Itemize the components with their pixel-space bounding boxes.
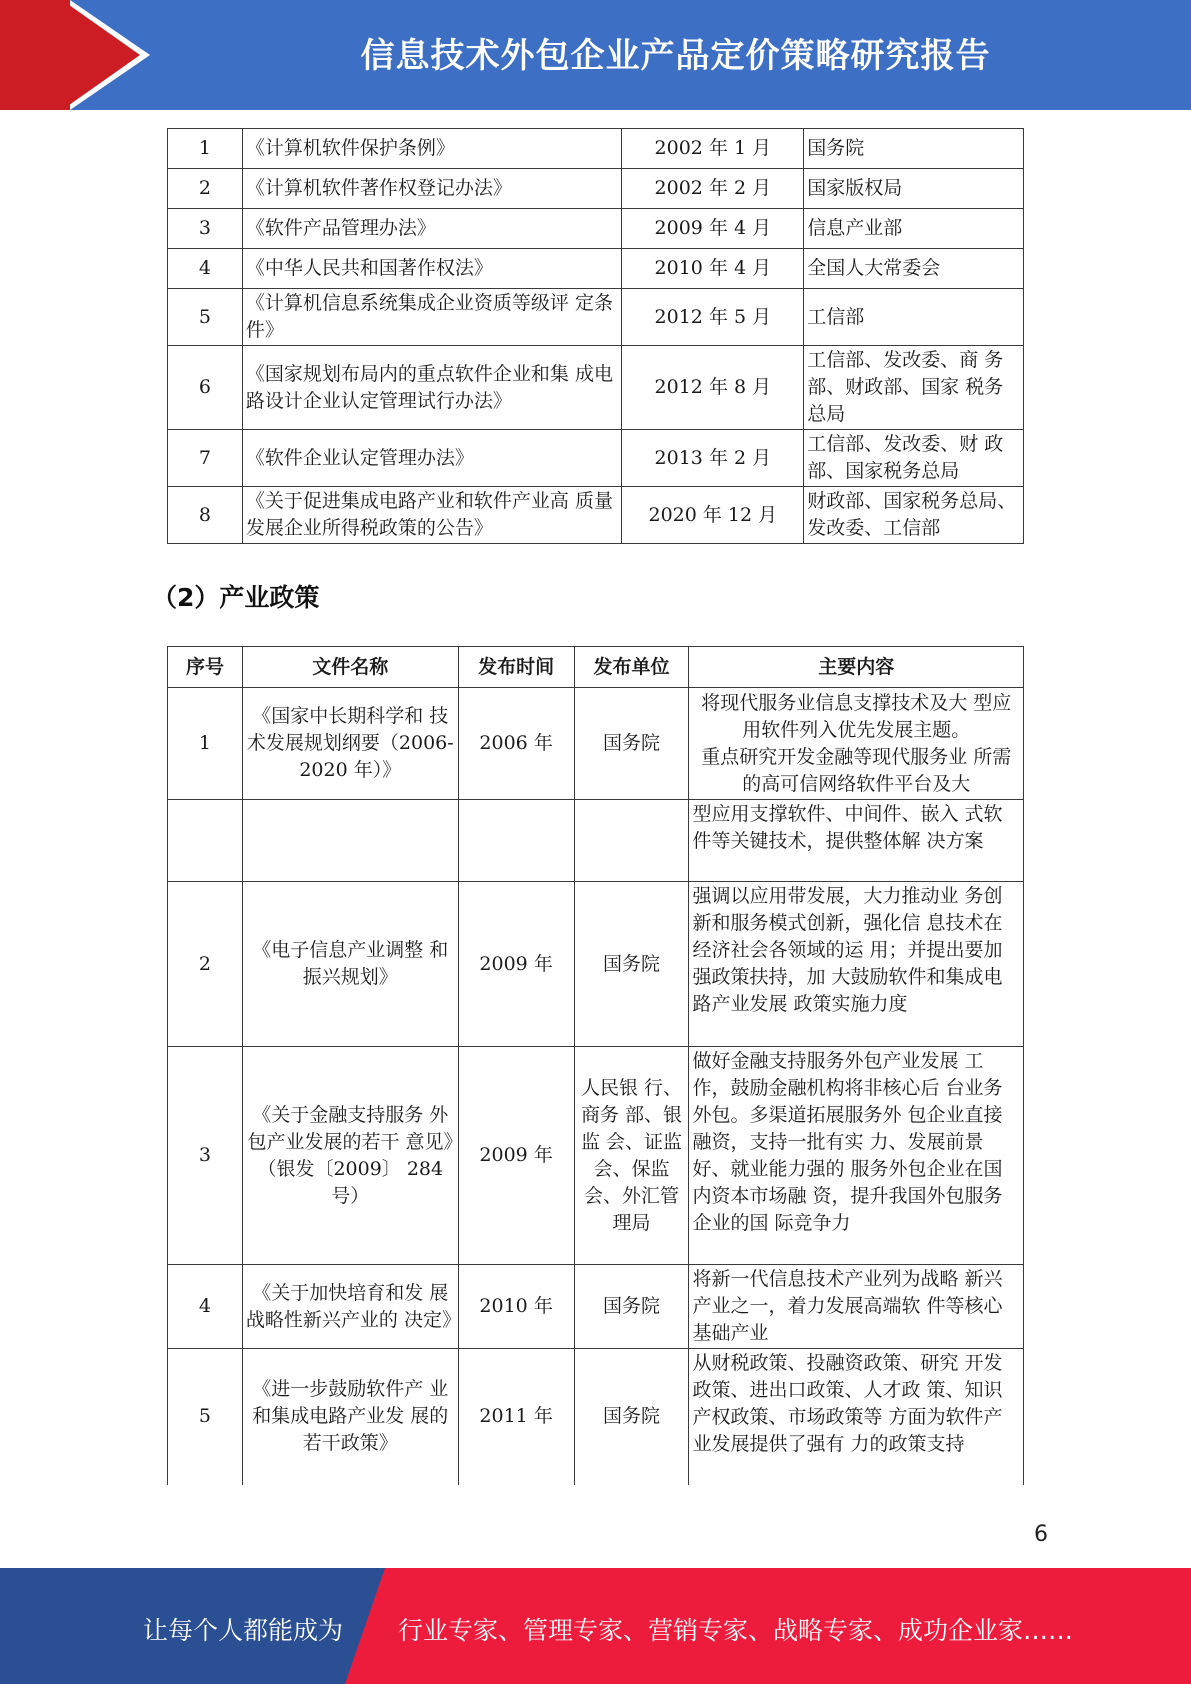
content-paragraph: 重点研究开发金融等现代服务业 所需的高可信网络软件平台及大	[701, 745, 1012, 795]
page-number: 6	[1034, 1522, 1048, 1547]
row-number: 1	[168, 688, 243, 800]
main-content	[689, 688, 1024, 800]
table-header-row	[168, 647, 1024, 688]
issue-date: 2013 年 2 月	[622, 430, 804, 487]
row-number: 3	[168, 209, 243, 249]
issue-date: 2012 年 5 月	[622, 289, 804, 346]
issue-date: 2010 年 4 月	[622, 249, 804, 289]
document-name: 《软件企业认定管理办法》	[242, 430, 622, 487]
header-issuer: 发布单位	[574, 647, 689, 688]
main-content: 做好金融支持服务外包产业发展 工作，鼓励金融机构将非核心后 台业务外包。多渠道拓展服务外 包企业直接融资，支持一批有实 力、发展前景好、就业能力强的 服务外包企业在国内资本市场融 资，提升我国外包服务企业的国 际竞争力	[689, 1047, 1024, 1265]
issuer: 工信部、发改委、财 政部、国家税务总局	[804, 430, 1024, 487]
table-row	[168, 430, 1024, 487]
main-content: 强调以应用带发展，大力推动业 务创新和服务模式创新，强化信 息技术在经济社会各领域的运 用；并提出要加强政策扶持，加 大鼓励软件和集成电路产业发展 政策实施力度	[689, 882, 1024, 1047]
main-content: 型应用支撑软件、中间件、嵌入 式软件等关键技术，提供整体解 决方案	[689, 800, 1024, 882]
row-number: 3	[168, 1047, 243, 1265]
regulations-table	[167, 128, 1024, 544]
issue-date: 2020 年 12 月	[622, 487, 804, 544]
document-name	[242, 800, 458, 882]
issuer: 国家版权局	[804, 169, 1024, 209]
issuer: 财政部、国家税务总局、发改委、工信部	[804, 487, 1024, 544]
issuer: 人民银 行、商务 部、银监 会、证监会、保监会、外汇管理局	[574, 1047, 689, 1265]
issuer: 全国人大常委会	[804, 249, 1024, 289]
document-name: 《关于金融支持服务 外包产业发展的若干 意见》（银发〔2009〕 284 号）	[242, 1047, 458, 1265]
header-no: 序号	[168, 647, 243, 688]
header-name: 文件名称	[242, 647, 458, 688]
row-number: 1	[168, 129, 243, 169]
document-name: 《关于加快培育和发 展战略性新兴产业的 决定》	[242, 1265, 458, 1349]
table-row	[168, 209, 1024, 249]
row-number: 2	[168, 882, 243, 1047]
table-row	[168, 169, 1024, 209]
row-number: 6	[168, 346, 243, 430]
row-number: 4	[168, 249, 243, 289]
table-row	[168, 688, 1024, 800]
row-number: 5	[168, 289, 243, 346]
document-name: 《计算机信息系统集成企业资质等级评 定条件》	[242, 289, 622, 346]
row-number	[168, 800, 243, 882]
document-name: 《关于促进集成电路产业和软件产业高 质量发展企业所得税政策的公告》	[242, 487, 622, 544]
table-row	[168, 800, 1024, 882]
issuer: 国务院	[574, 882, 689, 1047]
issuer: 工信部	[804, 289, 1024, 346]
industry-policy-table	[167, 646, 1024, 1485]
issuer: 国务院	[574, 1349, 689, 1485]
page-footer	[0, 1568, 1191, 1684]
report-title: 信息技术外包企业产品定价策略研究报告	[360, 36, 991, 76]
issue-date: 2006 年	[458, 688, 574, 800]
main-content: 将新一代信息技术产业列为战略 新兴产业之一，着力发展高端软 件等核心基础产业	[689, 1265, 1024, 1349]
document-name: 《中华人民共和国著作权法》	[242, 249, 622, 289]
table-row	[168, 346, 1024, 430]
issuer: 国务院	[804, 129, 1024, 169]
table-row	[168, 129, 1024, 169]
content-paragraph: 将现代服务业信息支撑技术及大 型应用软件列入优先发展主题。	[701, 691, 1012, 741]
row-number: 8	[168, 487, 243, 544]
header-date: 发布时间	[458, 647, 574, 688]
document-name: 《电子信息产业调整 和振兴规划》	[242, 882, 458, 1047]
issue-date: 2009 年	[458, 1047, 574, 1265]
footer-slogan-left: 让每个人都能成为	[143, 1616, 344, 1645]
document-name: 《进一步鼓励软件产 业和集成电路产业发 展的若干政策》	[242, 1349, 458, 1485]
section-heading: （2）产业政策	[152, 583, 320, 612]
issuer	[574, 800, 689, 882]
row-number: 5	[168, 1349, 243, 1485]
table-row	[168, 1349, 1024, 1485]
document-name: 《国家中长期科学和 技术发展规划纲要（2006-2020 年）》	[242, 688, 458, 800]
issue-date: 2002 年 2 月	[622, 169, 804, 209]
issuer: 工信部、发改委、商 务部、财政部、国家 税务总局	[804, 346, 1024, 430]
issue-date	[458, 800, 574, 882]
document-name: 《计算机软件保护条例》	[242, 129, 622, 169]
page-header	[0, 0, 1191, 110]
issuer: 信息产业部	[804, 209, 1024, 249]
issue-date: 2011 年	[458, 1349, 574, 1485]
issuer: 国务院	[574, 688, 689, 800]
table-row	[168, 289, 1024, 346]
table-row	[168, 249, 1024, 289]
table-row	[168, 487, 1024, 544]
issue-date: 2010 年	[458, 1265, 574, 1349]
document-name: 《软件产品管理办法》	[242, 209, 622, 249]
document-name: 《计算机软件著作权登记办法》	[242, 169, 622, 209]
issue-date: 2009 年	[458, 882, 574, 1047]
main-content: 从财税政策、投融资政策、研究 开发政策、进出口政策、人才政 策、知识产权政策、市场政策等 方面为软件产业发展提供了强有 力的政策支持	[689, 1349, 1024, 1485]
header-content: 主要内容	[689, 647, 1024, 688]
table-row	[168, 882, 1024, 1047]
issue-date: 2002 年 1 月	[622, 129, 804, 169]
footer-slogan-right: 行业专家、管理专家、营销专家、战略专家、成功企业家……	[398, 1616, 1074, 1645]
row-number: 2	[168, 169, 243, 209]
row-number: 7	[168, 430, 243, 487]
header-red-block	[0, 0, 70, 110]
header-red-chevron	[62, 0, 140, 110]
table-row	[168, 1265, 1024, 1349]
issuer: 国务院	[574, 1265, 689, 1349]
issue-date: 2012 年 8 月	[622, 346, 804, 430]
table-row	[168, 1047, 1024, 1265]
document-name: 《国家规划布局内的重点软件企业和集 成电路设计企业认定管理试行办法》	[242, 346, 622, 430]
row-number: 4	[168, 1265, 243, 1349]
issue-date: 2009 年 4 月	[622, 209, 804, 249]
